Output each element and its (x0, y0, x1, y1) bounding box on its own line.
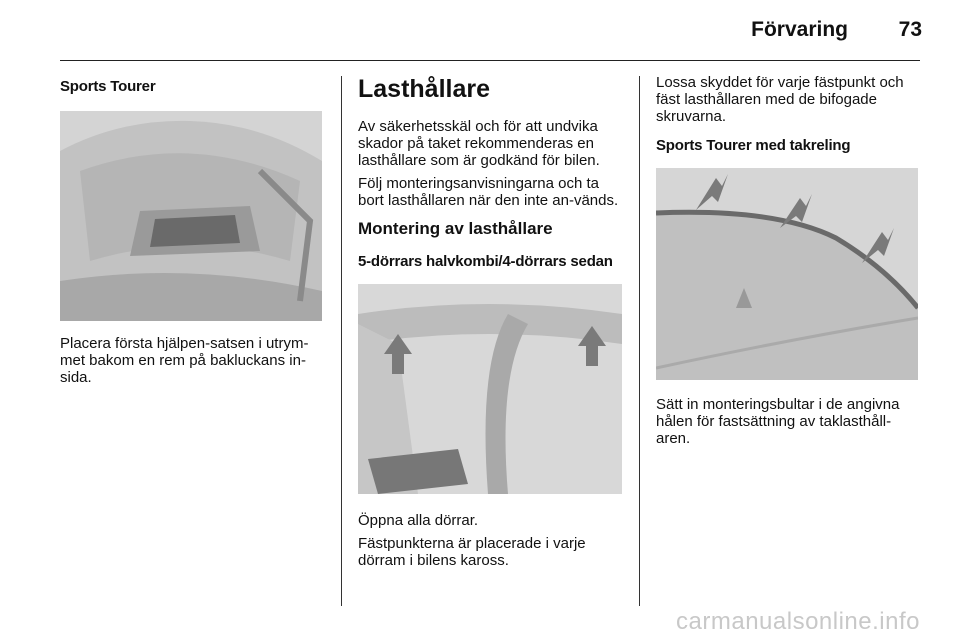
col2-subtitle: Montering av lasthållare (358, 219, 553, 238)
column-divider-1 (341, 76, 342, 606)
section-title: Förvaring (751, 18, 848, 41)
column-1 (60, 74, 325, 392)
column-2 (358, 74, 622, 575)
col2-paragraph-4: Fästpunkterna är placerade i varje dörram i bilens kaross. (358, 535, 586, 569)
figure-caption-tourer: Sports Tourer med takreling (656, 137, 851, 154)
page-number: 73 (898, 18, 922, 41)
col2-paragraph-2: Följ monteringsanvisningarna och ta bort lasthållaren när den inte an-vänds. (358, 175, 619, 209)
col3-paragraph-1: Lossa skyddet för varje fästpunkt och fäst lasthållaren med de bifogade skruvarna. (656, 74, 904, 125)
page-header (0, 0, 960, 62)
col2-paragraph-3: Öppna alla dörrar. (358, 512, 479, 529)
figure-caption-sedan: 5-dörrars halvkombi/4-dörrars sedan (358, 253, 613, 270)
column-divider-2 (639, 76, 640, 606)
col3-paragraph-2: Sätt in monteringsbultar i de angivna hålen för fastsättning av taklasthåll-aren. (656, 396, 900, 447)
watermark: carmanualsonline.info (676, 608, 920, 635)
column-3 (656, 74, 922, 453)
figure-trunk-first-aid (60, 111, 322, 321)
main-title: Lasthållare (358, 75, 491, 103)
header-rule (60, 60, 920, 61)
figure-roof-rail (656, 168, 918, 380)
col2-paragraph-1: Av säkerhetsskäl och för att undvika skador på taket rekommenderas en lasthållare som är godkänd för bilen. (358, 118, 600, 169)
column-1-heading: Sports Tourer (60, 78, 156, 95)
figure-door-frame (358, 284, 622, 494)
column-1-text: Placera första hjälpen-satsen i utrym-met bakom en rem på bakluckans in-sida. (60, 335, 309, 386)
